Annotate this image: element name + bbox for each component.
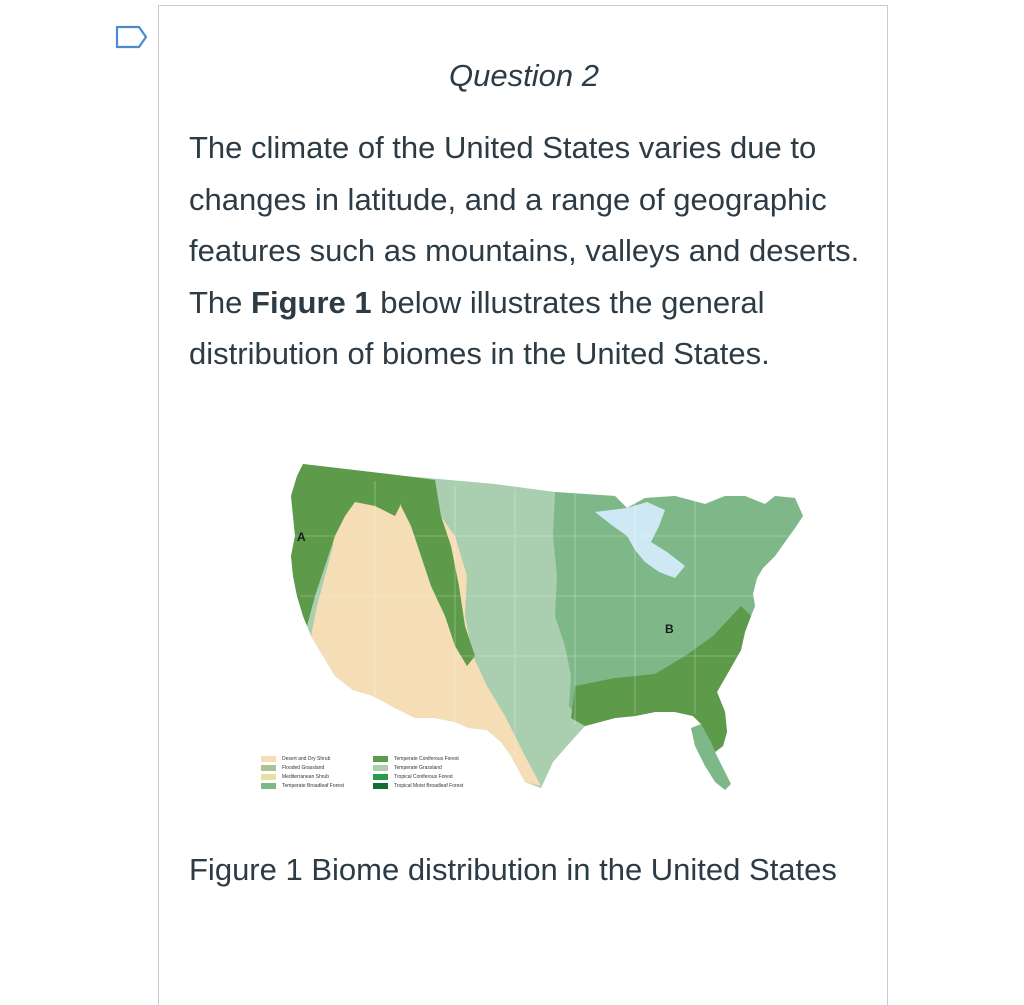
legend-item-tropical-moist — [373, 783, 463, 789]
legend-label: Temperate Broadleaf Forest — [282, 783, 344, 789]
question-card — [158, 5, 888, 1005]
map-label-a: A — [297, 530, 306, 544]
legend-label: Flooded Grassland — [282, 765, 325, 771]
us-biome-map — [255, 456, 859, 801]
legend-item-temperate-grassland — [373, 765, 442, 771]
flag-question-button[interactable] — [115, 25, 149, 49]
legend-label: Temperate Grassland — [394, 765, 442, 771]
legend-label: Temperate Coniferous Forest — [394, 756, 459, 762]
legend-swatch — [373, 756, 388, 762]
legend-item-tropical-coniferous — [373, 774, 453, 780]
legend-item-mediterranean — [261, 774, 329, 780]
figure-caption: Figure 1 Biome distribution in the United States — [189, 852, 837, 887]
legend-swatch — [373, 783, 388, 789]
legend-swatch — [261, 783, 276, 789]
legend-swatch — [261, 774, 276, 780]
legend-swatch — [261, 756, 276, 762]
question-title: Question 2 — [449, 58, 599, 93]
legend-item-broadleaf — [261, 783, 344, 789]
legend-item-desert — [261, 756, 330, 762]
legend-label: Mediterranean Shrub — [282, 774, 329, 780]
biome-map-figure — [255, 456, 859, 801]
legend-item-coniferous — [373, 756, 459, 762]
legend-swatch — [261, 765, 276, 771]
legend-label: Tropical Moist Broadleaf Forest — [394, 783, 464, 789]
map-label-b: B — [665, 622, 674, 636]
question-text — [189, 122, 869, 380]
flag-icon — [115, 25, 149, 49]
question-text-part-1: The climate of the United States varies due to changes in latitude, and a range of geographic features such as mountains, valleys and deserts. The — [189, 130, 860, 320]
legend-swatch — [373, 765, 388, 771]
question-text-part-2: below illustrates the general distribution of biomes in the United States. — [189, 284, 770, 371]
legend-label: Tropical Coniferous Forest — [394, 774, 453, 780]
question-text-bold: Figure 1 — [251, 284, 372, 320]
legend-swatch — [373, 774, 388, 780]
legend-label: Desert and Dry Shrub — [282, 756, 331, 762]
legend-item-flooded-grassland — [261, 765, 324, 771]
